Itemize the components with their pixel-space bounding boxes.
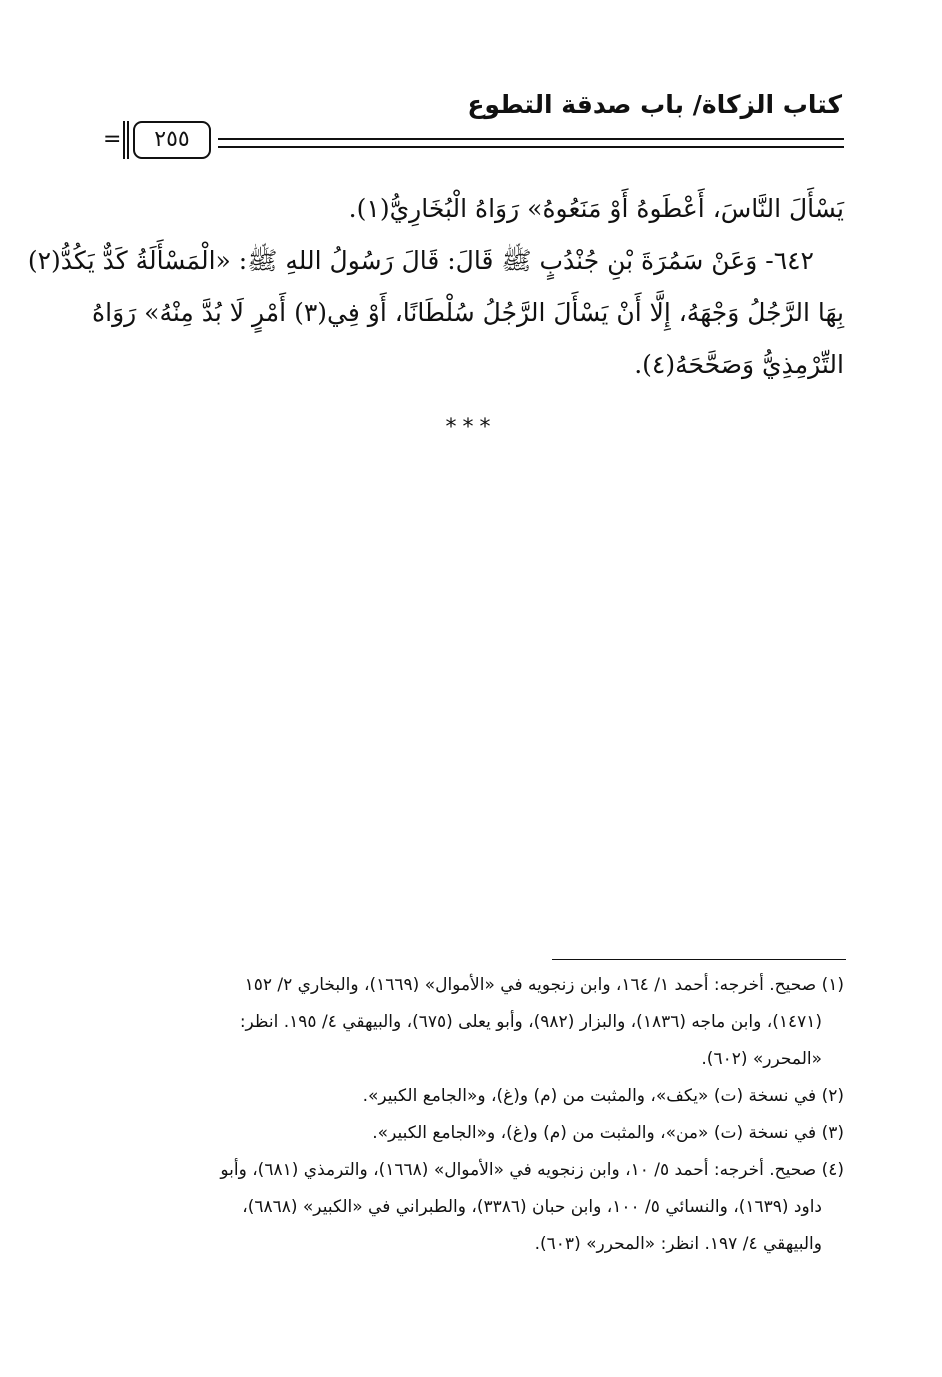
text-line: يَسْأَلَ النَّاسَ، أَعْطَوهُ أَوْ مَنَعُوهُ» رَوَاهُ الْبُخَارِيُّ(١).: [348, 194, 844, 223]
footnote-line: (٤) صحيح. أخرجه: أحمد ٥/ ١٠، وابن زنجويه في «الأموال» (١٦٦٨)، والترمذي (٦٨١)، وأبو: [220, 1160, 844, 1180]
page-number: ٢٥٥: [133, 121, 211, 159]
footnote-line: داود (١٦٣٩)، والنسائي ٥/ ١٠٠، وابن حبان (٣٣٨٦)، والطبراني في «الكبير» (٦٨٦٨)،: [242, 1197, 822, 1217]
section-separator: ***: [445, 415, 497, 440]
footnote-line: «المحرر» (٦٠٢).: [701, 1049, 822, 1069]
main-text: [27, 183, 844, 391]
header-rule-top: [218, 138, 844, 140]
page-number-ornament: [123, 121, 129, 159]
footnote-line: (١٤٧١)، وابن ماجه (١٨٣٦)، والبزار (٩٨٢)، وأبو يعلى (٦٧٥)، والبيهقي ٤/ ١٩٥. انظر:: [239, 1012, 822, 1032]
footnotes: [98, 967, 844, 1263]
page-number-mark: =: [103, 127, 122, 152]
footnote-line: (٢) في نسخة (ت) «يكف»، والمثبت من (م) و(غ)، و«الجامع الكبير».: [362, 1086, 844, 1106]
footnote-line: (١) صحيح. أخرجه: أحمد ١/ ١٦٤، وابن زنجويه في «الأموال» (١٦٦٩)، والبخاري ٢/ ١٥٢: [244, 975, 844, 995]
text-line: التِّرْمِذِيُّ وَصَحَّحَهُ(٤).: [634, 350, 844, 379]
footnote-line: والبيهقي ٤/ ١٩٧. انظر: «المحرر» (٦٠٣).: [534, 1234, 822, 1254]
text-line: بِهَا الرَّجُلُ وَجْهَهُ، إِلَّا أَنْ يَسْأَلَ الرَّجُلُ سُلْطَانًا، أَوْ فِي(٣) أَمْرٍ لَا بُدَّ مِنْهُ» رَوَاهُ: [92, 298, 844, 327]
header-rule-bottom: [218, 146, 844, 148]
running-title: كتاب الزكاة/ باب صدقة التطوع: [467, 90, 842, 119]
footnote-line: (٣) في نسخة (ت) «من»، والمثبت من (م) و(غ)، و«الجامع الكبير».: [372, 1123, 844, 1143]
text-line: ٦٤٢- وَعَنْ سَمُرَةَ بْنِ جُنْدُبٍ ﷺ قَالَ: قَالَ رَسُولُ اللهِ ﷺ: «الْمَسْأَلَةُ كَدٌّ يَكُدُّ(٢): [27, 246, 814, 275]
footnote-rule: [552, 959, 846, 960]
